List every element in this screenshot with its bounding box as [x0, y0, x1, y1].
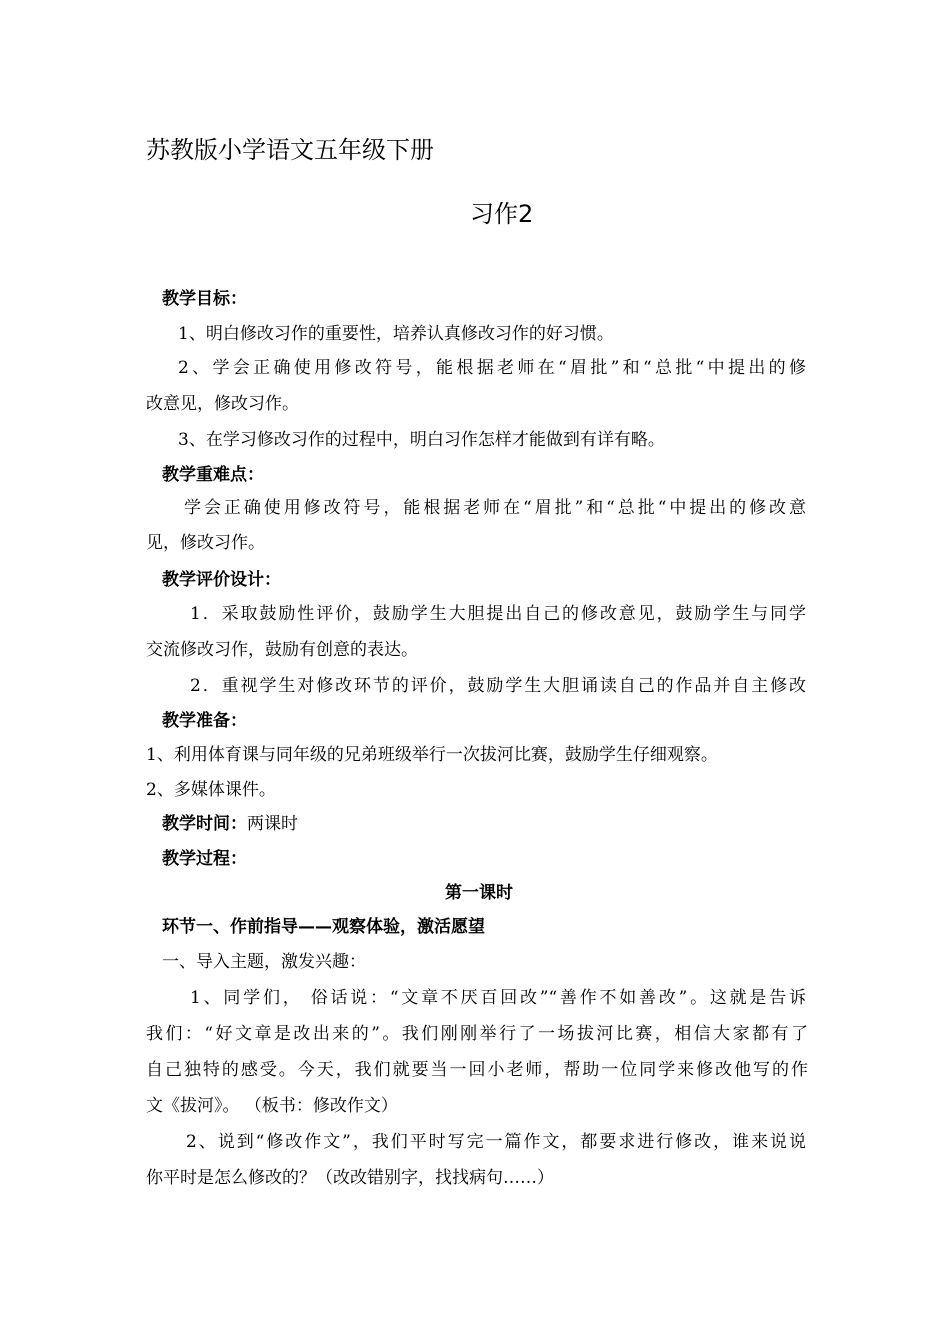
key-points-heading: 教学重难点： — [162, 465, 264, 485]
series-title: 苏教版小学语文五年级下册 — [146, 136, 434, 164]
evaluation-heading: 教学评价设计： — [162, 570, 281, 590]
goal-3: 3、在学习修改习作的过程中，明白习作怎样才能做到有详有略。 — [178, 430, 665, 450]
key-points-line-2: 见，修改习作。 — [146, 533, 265, 553]
subsection-1: 一、导入主题，激发兴趣： — [162, 952, 366, 972]
goal-2-line-2: 改意见，修改习作。 — [146, 394, 299, 414]
goals-heading: 教学目标： — [162, 289, 247, 309]
period-1-heading: 第一课时 — [445, 883, 513, 903]
paragraph-1-line-3: 自己独特的感受。今天，我们就要当一回小老师，帮助一位同学来修改他写的作 — [146, 1060, 808, 1080]
evaluation-1-line-1: 1．采取鼓励性评价，鼓励学生大胆提出自己的修改意见，鼓励学生与同学 — [190, 604, 806, 624]
paragraph-1-line-2: 我们：“好文章是改出来的”。我们刚刚举行了一场拔河比赛，相信大家都有了 — [146, 1024, 808, 1044]
preparation-heading: 教学准备： — [162, 711, 247, 731]
goal-1: 1、明白修改习作的重要性，培养认真修改习作的好习惯。 — [178, 324, 614, 344]
evaluation-2: 2．重视学生对修改环节的评价，鼓励学生大胆诵读自己的作品并自主修改 — [190, 676, 806, 696]
goal-2-line-1: 2、学会正确使用修改符号，能根据老师在“眉批”和“总批“中提出的修 — [178, 358, 806, 378]
step-1-heading: 环节一、作前指导——观察体验，激活愿望 — [162, 917, 485, 937]
process-heading: 教学过程： — [162, 849, 247, 869]
time-value: 两课时 — [247, 814, 298, 834]
preparation-1: 1、利用体育课与同年级的兄弟班级举行一次拔河比赛，鼓励学生仔细观察。 — [146, 745, 718, 765]
paragraph-2-line-2: 你平时是怎么修改的？（改改错别字，找找病句……） — [146, 1168, 554, 1188]
paragraph-1-line-1: 1、同学们， 俗话说：“文章不厌百回改”“善作不如善改”。这就是告诉 — [190, 988, 806, 1008]
paragraph-2-line-1: 2、说到“修改作文”，我们平时写完一篇作文，都要求进行修改，谁来说说 — [186, 1132, 806, 1152]
time-row — [162, 812, 298, 836]
time-heading: 教学时间： — [162, 814, 247, 834]
evaluation-1-line-2: 交流修改习作，鼓励有创意的表达。 — [146, 640, 418, 660]
lesson-title: 习作2 — [470, 200, 534, 228]
key-points-line-1: 学会正确使用修改符号，能根据老师在“眉批”和“总批“中提出的修改意 — [184, 498, 806, 518]
preparation-2: 2、多媒体课件。 — [146, 780, 276, 800]
paragraph-1-line-4: 文《拔河》。 （板书：修改作文） — [146, 1096, 398, 1116]
